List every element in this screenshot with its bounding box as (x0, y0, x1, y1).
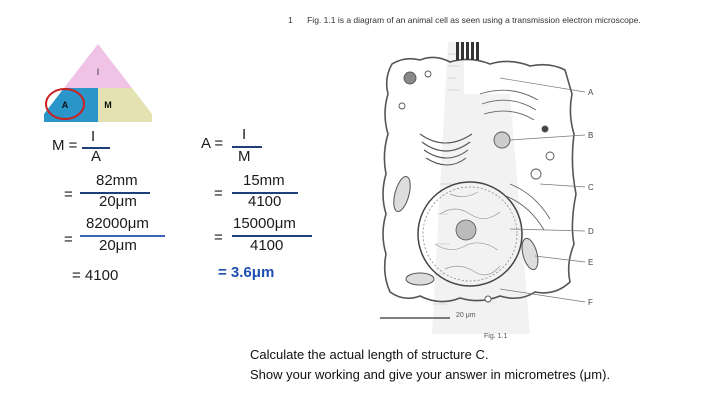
label-b: B (588, 131, 594, 140)
question-line-1: Calculate the actual length of structure C. (250, 347, 489, 362)
scale-bar-label: 20 μm (456, 312, 476, 319)
cell-diagram (360, 34, 660, 339)
formula-triangle (44, 42, 152, 127)
figure-caption: Fig. 1.1 (484, 333, 508, 340)
label-d: D (588, 227, 594, 236)
formula-triangle-graphic (44, 42, 152, 122)
right-step2-den: 4100 (250, 237, 284, 254)
left-step1-num: 82mm (96, 172, 138, 189)
triangle-top-segment (64, 44, 132, 88)
left-step2-num: 82000μm (86, 215, 149, 232)
left-step1-den: 20μm (99, 193, 137, 210)
question-line-2: Show your working and give your answer in micrometres (μm). (250, 367, 611, 382)
right-formula-den: M (238, 148, 251, 165)
right-formula-num: I (242, 126, 247, 143)
label-a: A (588, 88, 594, 97)
left-result: = 4100 (72, 267, 119, 284)
nucleolus (456, 220, 476, 240)
triangle-label-right: M (104, 100, 112, 110)
animal-cell-figure (360, 34, 660, 334)
left-step2-den: 20μm (99, 237, 137, 254)
left-step1-eq: = (64, 186, 73, 203)
left-formula-den: A (91, 148, 102, 165)
right-step2-num: 15000μm (233, 215, 296, 232)
label-e: E (588, 258, 594, 267)
triangle-label-top: I (96, 67, 100, 77)
header-text: Fig. 1.1 is a diagram of an animal cell as seen using a transmission electron microscope. (307, 15, 641, 25)
right-result: = 3.6μm (218, 264, 275, 281)
figure-header (288, 15, 641, 25)
left-step2-eq: = (64, 231, 73, 248)
left-formula-num: I (91, 128, 96, 145)
label-f: F (588, 298, 593, 307)
right-step2-eq: = (214, 229, 223, 246)
right-step1-num: 15mm (243, 172, 285, 189)
right-formula-lhs: A = (201, 135, 224, 152)
triangle-label-left: A (61, 100, 69, 110)
question-number: 1 (288, 15, 293, 25)
label-c: C (588, 183, 594, 192)
right-step1-eq: = (214, 185, 223, 202)
left-formula-lhs: M = (52, 137, 78, 154)
question-text (250, 345, 610, 385)
right-step1-den: 4100 (248, 193, 282, 210)
